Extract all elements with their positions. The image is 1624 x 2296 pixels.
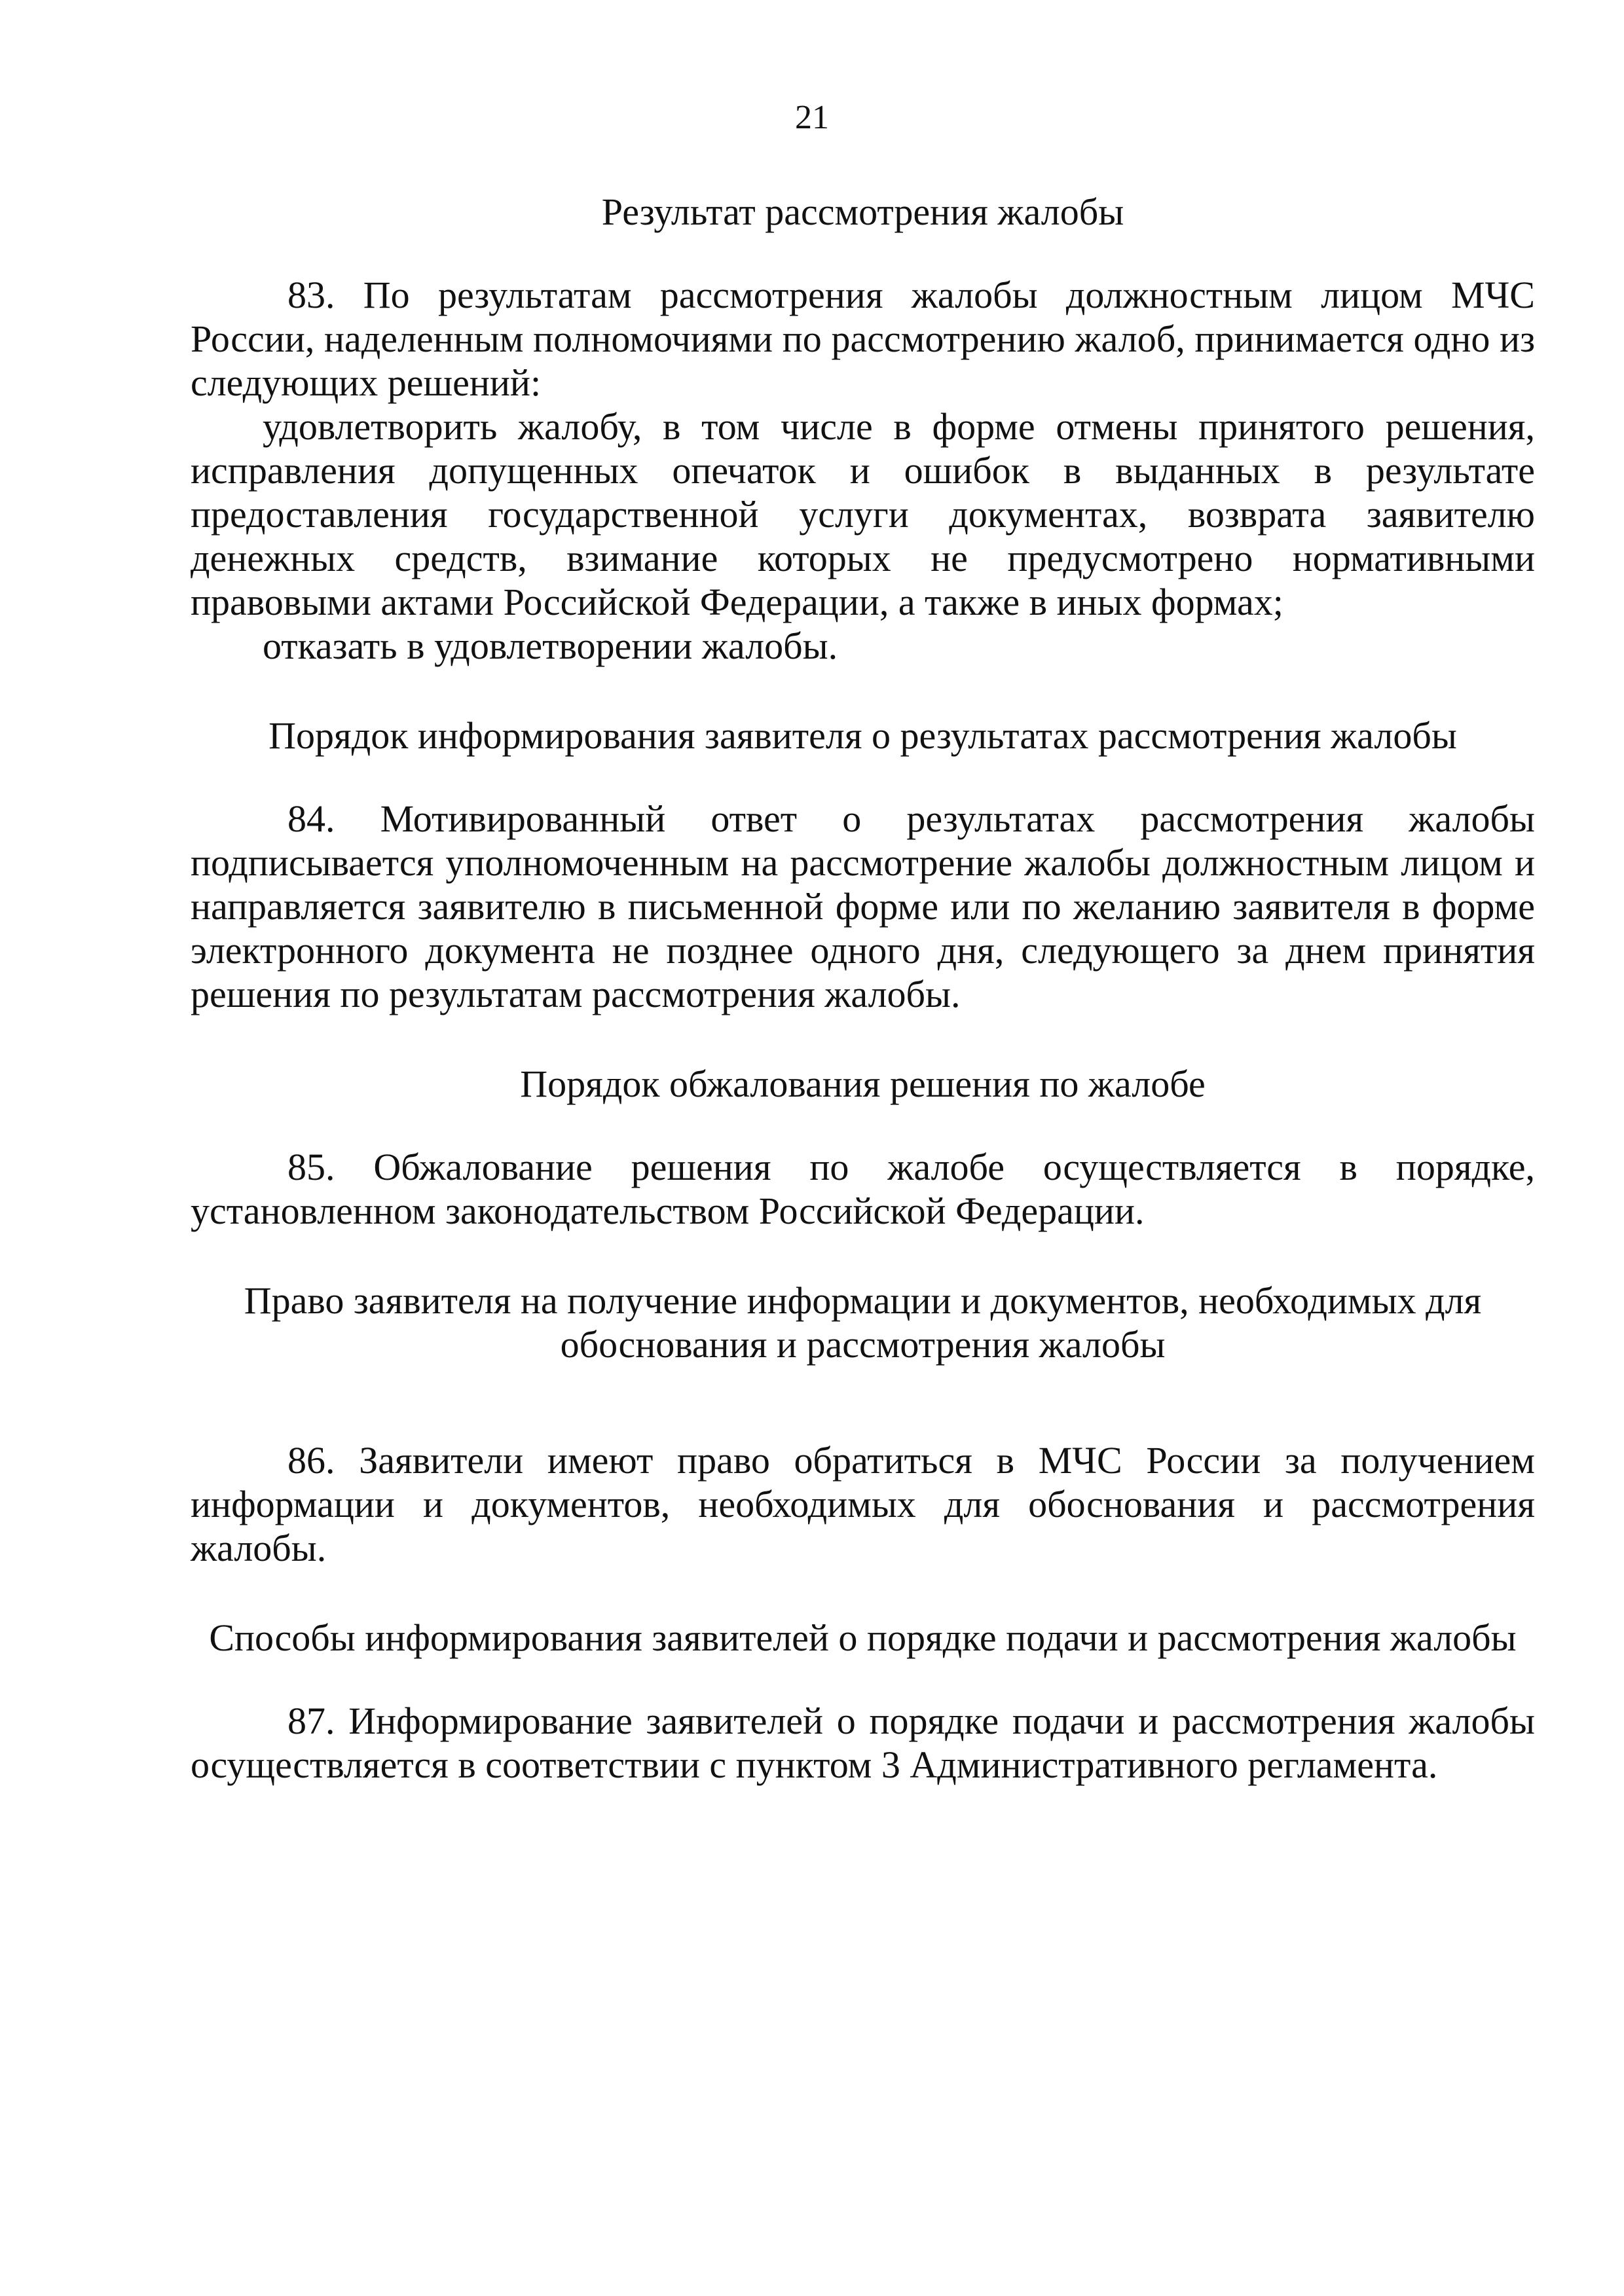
heading-informing-procedure: Порядок информирования заявителя о результатах рассмотрения жалобы bbox=[268, 714, 1457, 757]
document-body bbox=[191, 183, 1535, 1787]
paragraph-86: 86. Заявители имеют право обратиться в МЧС России за получением информации и документов, необходимых для обоснования и рассмотрения жалобы. bbox=[191, 1439, 1535, 1569]
paragraph-85: 85. Обжалование решения по жалобе осуществляется в порядке, установленном законодательством Российской Федерации. bbox=[191, 1146, 1535, 1232]
heading-complaint-result: Результат рассмотрения жалобы bbox=[601, 191, 1124, 233]
paragraph-83-option-1: удовлетворить жалобу, в том числе в форме отмены принятого решения, исправления допущенных опечаток и ошибок в выданных в результате предоставления государственной услуги документах, возврата заявителю денежных средств, взимание которых не предусмотрено нормативными правовыми актами Российской Федерации, а также в иных формах; bbox=[191, 405, 1535, 623]
heading-right-to-information-line-2: обоснования и рассмотрения жалобы bbox=[560, 1323, 1166, 1366]
page-number: 21 bbox=[795, 99, 829, 136]
paragraph-83-option-2: отказать в удовлетворении жалобы. bbox=[263, 625, 838, 667]
heading-informing-methods: Способы информирования заявителей о порядке подачи и рассмотрения жалобы bbox=[209, 1616, 1517, 1659]
paragraph-87: 87. Информирование заявителей о порядке подачи и рассмотрения жалобы осуществляется в соответствии с пунктом 3 Административного регламента. bbox=[191, 1700, 1535, 1786]
heading-right-to-information-line-1: Право заявителя на получение информации и документов, необходимых для bbox=[244, 1279, 1482, 1322]
paragraph-83: 83. По результатам рассмотрения жалобы должностным лицом МЧС России, наделенным полномочиями по рассмотрению жалоб, принимается одно из следующих решений: bbox=[191, 274, 1535, 404]
heading-appeal-procedure: Порядок обжалования решения по жалобе bbox=[520, 1063, 1206, 1105]
paragraph-84: 84. Мотивированный ответ о результатах рассмотрения жалобы подписывается уполномоченным на рассмотрение жалобы должностным лицом и направляется заявителю в письменной форме или по желанию заявителя в форме электронного документа не позднее одного дня, следующего за днем принятия решения по результатам рассмотрения жалобы. bbox=[191, 797, 1535, 1015]
